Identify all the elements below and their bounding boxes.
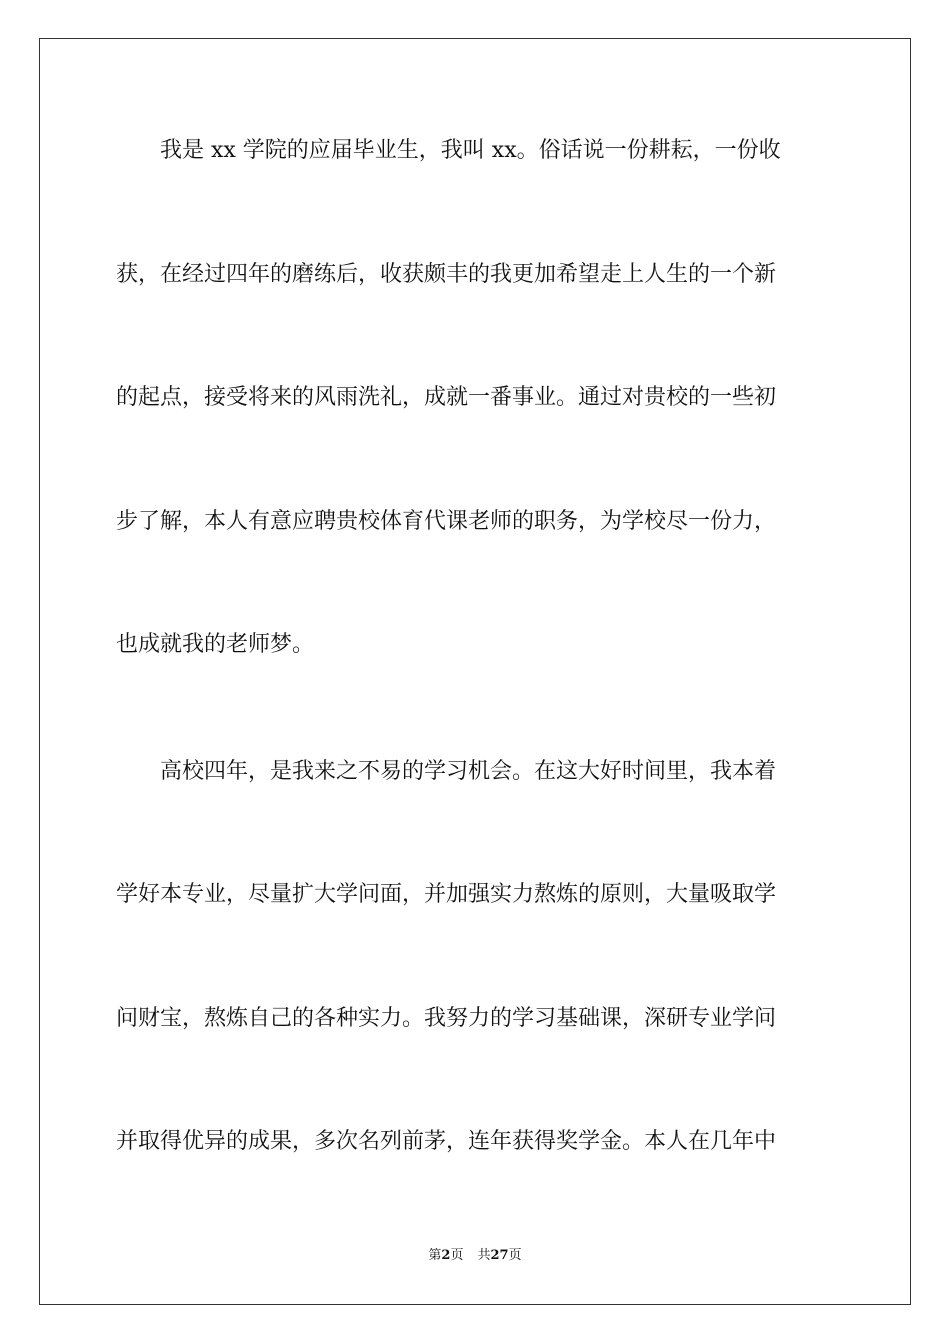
page-footer (0, 1248, 950, 1264)
text-line: 学好本专业，尽量扩大学问面，并加强实力熬炼的原则，大量吸取学 (116, 882, 777, 907)
page-number-label: 第2页 (428, 1248, 464, 1263)
text-line: 步了解，本人有意应聘贵校体育代课老师的职务，为学校尽一份力， (116, 509, 777, 534)
text-line: 高校四年，是我来之不易的学习机会。在这大好时间里，我本着 (116, 759, 777, 784)
text-line: 获，在经过四年的磨练后，收获颇丰的我更加希望走上人生的一个新 (116, 262, 777, 287)
text-line: 也成就我的老师梦。 (116, 632, 315, 657)
text-line: 问财宝，熬炼自己的各种实力。我努力的学习基础课，深研专业学问 (116, 1006, 777, 1031)
page-frame (39, 38, 911, 1305)
total-pages-label: 共27页 (477, 1248, 522, 1263)
text-line: 并取得优异的成果，多次名列前茅，连年获得奖学金。本人在几年中 (116, 1129, 777, 1154)
text-line: 我是 xx 学院的应届毕业生，我叫 xx。俗话说一份耕耘，一份收 (116, 138, 781, 163)
text-line: 的起点，接受将来的风雨洗礼，成就一番事业。通过对贵校的一些初 (116, 385, 777, 410)
